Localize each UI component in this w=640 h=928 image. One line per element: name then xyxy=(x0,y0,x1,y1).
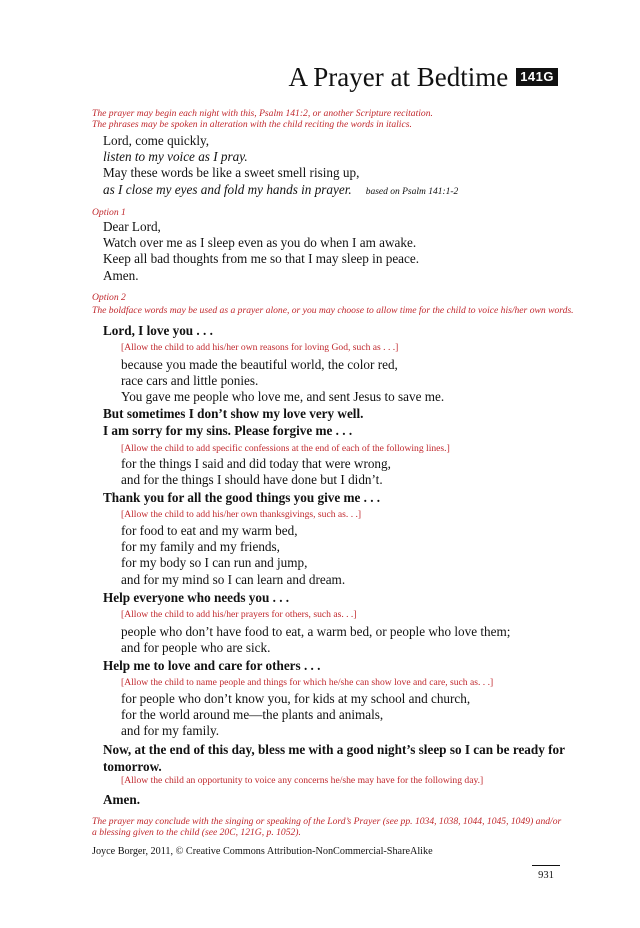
love-lines xyxy=(0,357,640,406)
care-line: for the world around me—the plants and animals, xyxy=(121,707,384,723)
option1-label: Option 1 xyxy=(92,207,126,218)
title-row xyxy=(288,60,558,94)
intro-rubric xyxy=(0,108,640,130)
love-heading-block xyxy=(0,322,640,339)
thanks-heading: Thank you for all the good things you give me . . . xyxy=(103,490,381,505)
thanks-instruction: [Allow the child to add his/her own thanksgivings, such as. . .] xyxy=(121,509,362,520)
closing-rubric-block xyxy=(0,816,640,838)
care-heading-block xyxy=(0,657,640,674)
opening-line: as I close my eyes and fold my hands in prayer. xyxy=(103,181,352,197)
opening-line: May these words be like a sweet smell rising up, xyxy=(103,165,360,181)
care-line: for people who don’t know you, for kids at my school and church, xyxy=(121,691,471,706)
help-lines xyxy=(0,624,640,656)
option1-line: Watch over me as I sleep even as you do when I am awake. xyxy=(103,235,417,251)
opening-line: Lord, come quickly, xyxy=(103,133,210,148)
love-heading: Lord, I love you . . . xyxy=(103,323,213,338)
thanks-line: for my family and my friends, xyxy=(121,539,280,555)
option2-label: Option 2 xyxy=(92,292,126,303)
song-number-badge: 141G xyxy=(516,68,558,86)
amen-block xyxy=(0,791,640,808)
help-instruction-block xyxy=(0,609,640,621)
thanks-instruction-block xyxy=(0,509,640,521)
option2-header xyxy=(0,292,640,316)
love-instruction: [Allow the child to add his/her own reasons for loving God, such as . . .] xyxy=(121,342,399,353)
option2-rubric: The boldface words may be used as a prayer alone, or you may choose to allow time for the child to voice his/her own words. xyxy=(92,305,574,316)
scripture-citation: based on Psalm 141:1-2 xyxy=(365,186,459,197)
help-instruction: [Allow the child to add his/her prayers for others, such as. . .] xyxy=(121,609,357,620)
sometimes-line: But sometimes I don’t show my love very well. xyxy=(103,406,364,421)
thanks-heading-block xyxy=(0,489,640,506)
sorry-heading: I am sorry for my sins. Please forgive me . . . xyxy=(103,423,353,438)
care-lines xyxy=(0,691,640,740)
thanks-line: for my body so I can run and jump, xyxy=(121,555,308,571)
opening-prayer xyxy=(0,133,640,200)
bless-instruction-block xyxy=(0,775,640,787)
option1-prayer xyxy=(0,219,640,284)
care-heading: Help me to love and care for others . . . xyxy=(103,658,321,673)
love-line: You gave me people who love me, and sent Jesus to save me. xyxy=(121,389,445,405)
sorry-line: for the things I said and did today that were wrong, xyxy=(121,456,391,471)
love-line: race cars and little ponies. xyxy=(121,373,259,389)
help-line: and for people who are sick. xyxy=(121,640,271,656)
confession-headings xyxy=(0,405,640,439)
option1-line: Keep all bad thoughts from me so that I may sleep in peace. xyxy=(103,251,420,267)
help-heading: Help everyone who needs you . . . xyxy=(103,590,290,605)
option1-section xyxy=(0,207,640,218)
thanks-lines xyxy=(0,523,640,588)
care-instruction-block xyxy=(0,677,640,689)
sorry-instruction-block xyxy=(0,443,640,455)
care-line: and for my family. xyxy=(121,723,220,739)
sorry-line: and for the things I should have done but I didn’t. xyxy=(121,472,383,488)
bless-heading: Now, at the end of this day, bless me with a good night’s sleep so I can be ready for tomorrow. xyxy=(103,742,565,774)
page-number-rule xyxy=(532,865,560,866)
opening-line: listen to my voice as I pray. xyxy=(103,149,248,165)
bless-heading-block xyxy=(0,741,640,775)
love-line: because you made the beautiful world, the color red, xyxy=(121,357,398,372)
copyright-credit: Joyce Borger, 2011, © Creative Commons Attribution-NonCommercial-ShareAlike xyxy=(92,846,433,857)
love-instruction-block xyxy=(0,342,640,354)
sorry-instruction: [Allow the child to add specific confessions at the end of each of the following lines.] xyxy=(121,443,450,454)
option1-line: Amen. xyxy=(103,267,139,283)
opening-line-with-citation xyxy=(103,182,640,200)
help-line: people who don’t have food to eat, a warm bed, or people who love them; xyxy=(121,624,511,639)
thanks-line: for food to eat and my warm bed, xyxy=(121,523,298,538)
help-heading-block xyxy=(0,589,640,606)
page-title: A Prayer at Bedtime xyxy=(288,62,509,92)
sorry-lines xyxy=(0,456,640,488)
intro-rubric-line: The phrases may be spoken in alteration with the child reciting the words in italics. xyxy=(92,119,412,130)
bless-instruction: [Allow the child an opportunity to voice any concerns he/she may have for the following day.] xyxy=(121,775,484,786)
intro-rubric-line: The prayer may begin each night with this, Psalm 141:2, or another Scripture recitation. xyxy=(92,108,433,119)
page-number: 931 xyxy=(538,870,554,881)
thanks-line: and for my mind so I can learn and dream. xyxy=(121,571,346,587)
option1-line: Dear Lord, xyxy=(103,219,161,234)
closing-rubric: The prayer may conclude with the singing or speaking of the Lord’s Prayer (see pp. 1034, 1038, 1044, 1045, 1049) and/or a blessing given to the child (see 20C, 121G, p. 1052). xyxy=(92,816,562,838)
amen-line: Amen. xyxy=(103,792,140,807)
care-instruction: [Allow the child to name people and things for which he/she can show love and care, such as. . .] xyxy=(121,677,494,688)
